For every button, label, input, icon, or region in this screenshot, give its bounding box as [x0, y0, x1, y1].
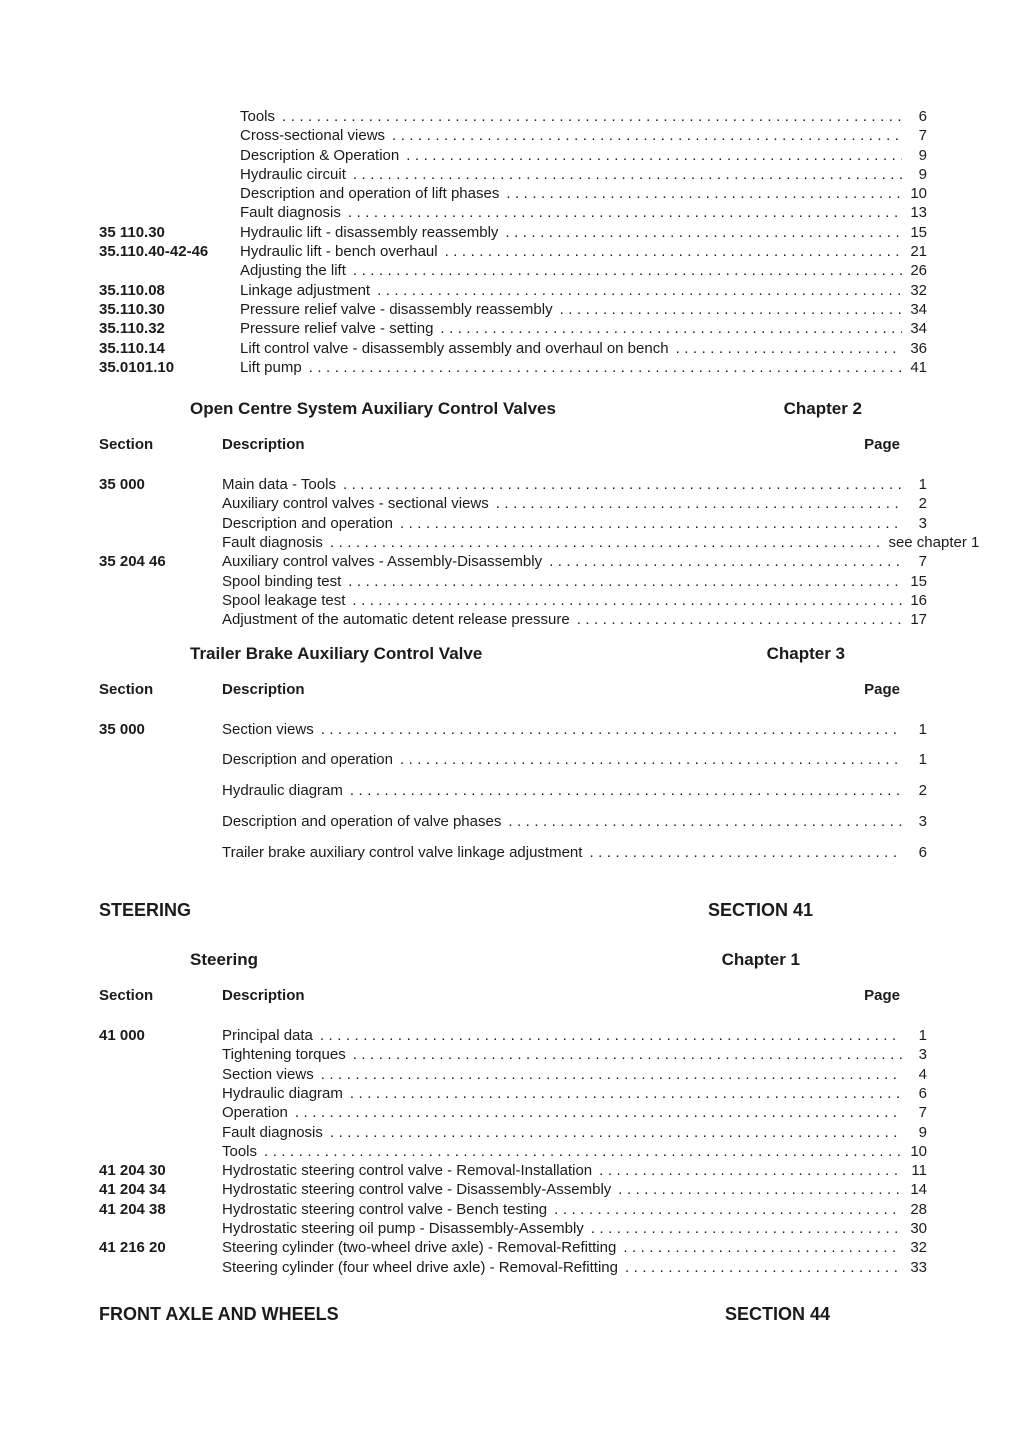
page-number: 3	[918, 514, 927, 532]
dot-leader	[392, 126, 902, 145]
page-number: 10	[910, 185, 927, 203]
page-number: 32	[910, 1239, 927, 1257]
dot-leader	[599, 1161, 902, 1180]
steering-chapter-heading	[99, 950, 927, 970]
page-number: 3	[918, 812, 927, 830]
entry-description: Fault diagnosis	[240, 204, 341, 222]
toc-row	[99, 358, 927, 377]
dot-leader	[377, 281, 902, 300]
toc-row	[99, 812, 927, 831]
page-number: 2	[918, 495, 927, 513]
entry-description: Adjustment of the automatic detent release pressure	[222, 611, 570, 629]
chapter3-table-header	[99, 680, 927, 699]
dot-leader	[554, 1200, 902, 1219]
entry-description: Description and operation	[222, 751, 393, 769]
entry-description: Spool binding test	[222, 572, 342, 590]
page-number: 2	[918, 782, 927, 800]
toc-row	[99, 1219, 927, 1238]
page-number: 36	[910, 339, 927, 357]
dot-leader	[353, 261, 902, 280]
toc-block-chapter2	[99, 475, 980, 629]
dot-leader	[353, 1045, 902, 1064]
entry-description: Hydrostatic steering oil pump - Disassembly-Assembly	[222, 1219, 584, 1237]
toc-block-hydraulic-lift	[99, 107, 927, 377]
steering-chapter-label: Chapter 1	[721, 950, 800, 970]
page-number: 1	[918, 751, 927, 769]
chapter2-label: Chapter 2	[783, 399, 862, 419]
entry-description: Tools	[222, 1142, 258, 1160]
page-number: 41	[910, 358, 927, 376]
entry-description: Hydraulic lift - disassembly reassembly	[240, 223, 499, 241]
entry-description: Auxiliary control valves - Assembly-Disassembly	[222, 553, 543, 571]
entry-description: Steering cylinder (four wheel drive axle) - Removal-Refitting	[222, 1258, 618, 1276]
page-number: 7	[918, 1104, 927, 1122]
dot-leader	[400, 750, 902, 769]
page-number: 32	[910, 281, 927, 299]
page-number: 9	[918, 1123, 927, 1141]
toc-row	[99, 339, 927, 358]
entry-description: Main data - Tools	[222, 476, 336, 494]
header-description: Description	[222, 987, 305, 1005]
dot-leader	[330, 1123, 902, 1142]
toc-row	[99, 300, 927, 319]
page-number: 15	[910, 572, 927, 590]
dot-leader	[623, 1238, 902, 1257]
page-number: 9	[918, 146, 927, 164]
toc-row	[99, 1180, 927, 1199]
page-number: 4	[918, 1065, 927, 1083]
chapter3-label: Chapter 3	[766, 643, 845, 663]
dot-leader	[282, 107, 902, 126]
toc-row	[99, 1103, 927, 1122]
dot-leader	[264, 1142, 902, 1161]
steering-section-title: STEERING	[99, 900, 192, 921]
entry-description: Description and operation	[222, 514, 393, 532]
section-code: 41 204 34	[99, 1181, 166, 1199]
entry-description: Cross-sectional views	[240, 127, 386, 145]
entry-description: Hydrostatic steering control valve - Removal-Installation	[222, 1162, 593, 1180]
dot-leader	[618, 1180, 902, 1199]
toc-row	[99, 1161, 927, 1180]
dot-leader	[353, 165, 902, 184]
toc-row	[99, 1200, 927, 1219]
page-number: 17	[910, 611, 927, 629]
dot-leader	[549, 552, 902, 571]
page-number: 10	[910, 1142, 927, 1160]
toc-row	[99, 184, 927, 203]
toc-row	[99, 552, 927, 571]
toc-row	[99, 610, 927, 629]
section-code: 35.0101.10	[99, 358, 175, 376]
toc-row	[99, 1238, 927, 1257]
header-description: Description	[222, 680, 305, 698]
dot-leader	[330, 533, 882, 552]
entry-description: Steering cylinder (two-wheel drive axle) - Removal-Refitting	[222, 1239, 617, 1257]
header-section: Section	[99, 436, 154, 454]
toc-row	[99, 533, 980, 552]
dot-leader	[348, 203, 902, 222]
page-number: 28	[910, 1200, 927, 1218]
dot-leader	[321, 1065, 902, 1084]
section-code: 35.110.14	[99, 339, 165, 357]
section-code: 35 110.30	[99, 223, 165, 241]
dot-leader	[348, 572, 902, 591]
page-number: 21	[910, 243, 927, 261]
toc-row	[99, 126, 927, 145]
section-code: 41 000	[99, 1027, 145, 1045]
page-number: 6	[918, 108, 927, 125]
entry-description: Hydraulic circuit	[240, 165, 346, 183]
entry-description: Fault diagnosis	[222, 534, 323, 552]
toc-row	[99, 1142, 927, 1161]
entry-description: Lift pump	[240, 358, 302, 376]
front-axle-section-title: FRONT AXLE AND WHEELS	[99, 1303, 339, 1324]
entry-description: Hydrostatic steering control valve - Bench testing	[222, 1200, 548, 1218]
page-number: 30	[910, 1219, 927, 1237]
toc-row	[99, 720, 927, 739]
dot-leader	[577, 610, 902, 629]
page-number: 34	[910, 300, 927, 318]
dot-leader	[350, 781, 902, 800]
entry-description: Pressure relief valve - setting	[240, 320, 434, 338]
entry-description: Description and operation of valve phases	[222, 812, 502, 830]
entry-description: Hydraulic diagram	[222, 1084, 343, 1102]
toc-row	[99, 1084, 927, 1103]
toc-row	[99, 1065, 927, 1084]
toc-row	[99, 261, 927, 280]
front-axle-section-label: SECTION 44	[724, 1303, 830, 1324]
dot-leader	[440, 319, 902, 338]
dot-leader	[496, 494, 902, 513]
entry-description: Description and operation of lift phases	[240, 185, 500, 203]
page-number: 26	[910, 262, 927, 280]
toc-row	[99, 1258, 927, 1277]
header-page: Page	[864, 680, 900, 698]
header-description: Description	[222, 436, 305, 454]
toc-row	[99, 1045, 927, 1064]
section-code: 41 204 38	[99, 1200, 166, 1218]
page-number: 6	[918, 1084, 927, 1102]
toc-row	[99, 107, 927, 126]
section-code: 35.110.32	[99, 320, 165, 338]
page-number: 3	[918, 1046, 927, 1064]
section-code: 35 204 46	[99, 553, 166, 571]
section-code: 35.110.40-42-46	[99, 243, 209, 261]
entry-description: Fault diagnosis	[222, 1123, 323, 1141]
steering-section-label: SECTION 41	[707, 900, 813, 921]
page-number: 6	[918, 843, 927, 861]
toc-row	[99, 572, 927, 591]
page-number: 15	[910, 223, 927, 241]
toc-row	[99, 781, 927, 800]
entry-description: Description & Operation	[240, 146, 400, 164]
dot-leader	[406, 146, 902, 165]
entry-description: Linkage adjustment	[240, 281, 371, 299]
page-number: 16	[910, 591, 927, 609]
entry-description: Auxiliary control valves - sectional views	[222, 495, 489, 513]
entry-description: Hydraulic lift - bench overhaul	[240, 243, 438, 261]
page-number: 1	[918, 720, 927, 738]
chapter3-heading	[99, 644, 927, 664]
section-code: 41 216 20	[99, 1239, 166, 1257]
entry-description: Lift control valve - disassembly assembly and overhaul on bench	[240, 339, 669, 357]
entry-description: Adjusting the lift	[240, 262, 346, 280]
page-number: 34	[910, 320, 927, 338]
section-code: 35 000	[99, 476, 145, 494]
toc-row	[99, 203, 927, 222]
toc-row	[99, 750, 927, 769]
toc-row	[99, 1026, 927, 1045]
dot-leader	[320, 1026, 902, 1045]
toc-row	[99, 165, 927, 184]
header-section: Section	[99, 680, 154, 698]
entry-description: Trailer brake auxiliary control valve linkage adjustment	[222, 843, 583, 861]
dot-leader	[445, 242, 902, 261]
dot-leader	[676, 339, 902, 358]
entry-description: Spool leakage test	[222, 591, 346, 609]
page-number: 7	[918, 553, 927, 571]
dot-leader	[591, 1219, 902, 1238]
dot-leader	[350, 1084, 902, 1103]
chapter2-table-header	[99, 435, 927, 454]
entry-description: Tightening torques	[222, 1046, 346, 1064]
chapter2-title: Open Centre System Auxiliary Control Valves	[190, 399, 556, 419]
entry-description: Section views	[222, 720, 314, 738]
toc-row	[99, 319, 927, 338]
page-number: 11	[911, 1162, 927, 1180]
toc-row	[99, 843, 927, 862]
toc-row	[99, 514, 927, 533]
entry-description: Operation	[222, 1104, 288, 1122]
chapter3-title: Trailer Brake Auxiliary Control Valve	[190, 643, 483, 663]
entry-description: Pressure relief valve - disassembly reassembly	[240, 300, 553, 318]
dot-leader	[343, 475, 902, 494]
toc-row	[99, 1123, 927, 1142]
toc-row	[99, 281, 927, 300]
entry-description: Hydrostatic steering control valve - Disassembly-Assembly	[222, 1181, 612, 1199]
section-code: 35.110.30	[99, 300, 165, 318]
dot-leader	[625, 1258, 902, 1277]
steering-chapter-title: Steering	[190, 950, 259, 970]
toc-block-steering	[99, 1026, 927, 1277]
header-section: Section	[99, 987, 154, 1005]
toc-row	[99, 494, 927, 513]
dot-leader	[506, 184, 902, 203]
header-page: Page	[864, 987, 900, 1005]
dot-leader	[352, 591, 902, 610]
dot-leader	[560, 300, 902, 319]
toc-row	[99, 475, 927, 494]
chapter2-heading	[99, 399, 927, 419]
page-number: 9	[918, 165, 927, 183]
page-number: see chapter 1	[888, 534, 980, 552]
front-axle-section-heading	[99, 1304, 927, 1325]
page-number: 1	[918, 476, 927, 494]
dot-leader	[309, 358, 902, 377]
dot-leader	[295, 1103, 902, 1122]
steering-table-header	[99, 986, 927, 1005]
section-code: 41 204 30	[99, 1162, 166, 1180]
dot-leader	[400, 514, 902, 533]
page-number: 33	[910, 1258, 927, 1276]
entry-description: Principal data	[222, 1027, 313, 1045]
page-number: 14	[910, 1181, 927, 1199]
page-number: 1	[918, 1027, 927, 1045]
dot-leader	[508, 812, 902, 831]
toc-row	[99, 591, 927, 610]
page-number: 7	[918, 127, 927, 145]
dot-leader	[589, 843, 902, 862]
toc-row	[99, 242, 927, 261]
steering-section-heading	[99, 900, 927, 921]
section-code: 35 000	[99, 720, 145, 738]
dot-leader	[321, 720, 902, 739]
dot-leader	[505, 223, 902, 242]
toc-row	[99, 146, 927, 165]
section-code: 35.110.08	[99, 281, 165, 299]
toc-row	[99, 223, 927, 242]
entry-description: Hydraulic diagram	[222, 782, 343, 800]
header-page: Page	[864, 436, 900, 454]
entry-description: Tools	[240, 108, 276, 125]
page-number: 13	[910, 204, 927, 222]
toc-block-chapter3	[99, 720, 927, 862]
entry-description: Section views	[222, 1065, 314, 1083]
